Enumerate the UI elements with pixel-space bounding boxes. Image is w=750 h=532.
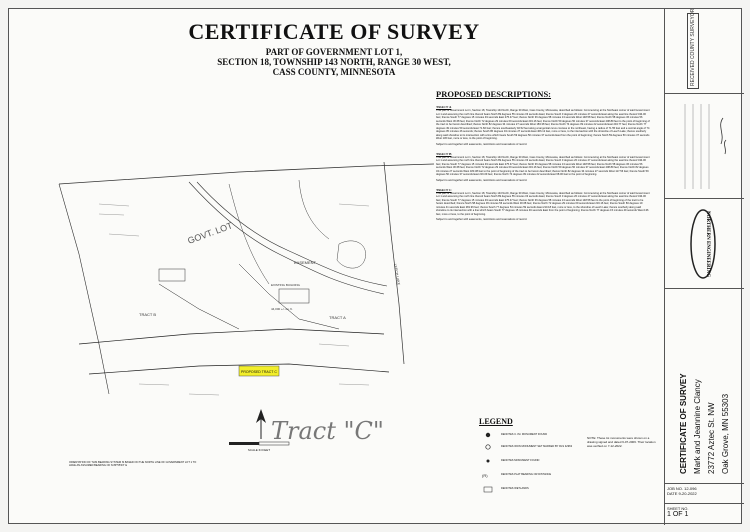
- tract-body: That part of Government Lot 1, Section 18, Township 143 North, Range 30 West, Cass County, Minnesota, described as follows: Commencing at the Northeast corner of said Government Lot 1 and assuming the north line thereof bears North 89 degrees 55 minutes 03 seconds East; thence South 0 degrees 20 minutes 47 seconds East along the east line thereof 434.00 feet; thence South 77 degrees 15 minutes 49 seconds East 275.47 feet; thence North 36 degrees 58 minutes 13 seconds West 148.58 feet; thence North 58 degrees 36 minutes 56 seconds West 30.68 feet; thence North 72 degrees 29 minutes 09 seconds East 219.16 feet; thence North 59 degrees 50 minutes 37 seconds East 408.89 feet to the point of beginning of the tract to be herein described; thence North 82 degrees 34 minutes 27 seconds West 183.38 feet; thence North 74 degrees 09 minutes 22 seconds East 204.77 feet; thence North 77 degrees 49 minutes 59 seconds East 71.82 feet; thence southeasterly 92.52 feet along a tangential curve concave to the northeast, having a radius of 71.55 feet and a central angle of 74 degrees 05 minutes 46 seconds; thence South 86 degrees 04 minutes 27 seconds East 406.12 feet, more or less, to the intersection with the shoreline of Leech Lake; thence southerly along said shoreline to its intersection with a line which bears South 59 degrees 50 minutes 37 seconds East from the point of beginning; thence North 59 degrees 50 minutes 37 seconds West 136 feet, more or less, to the point of beginning.: [436, 109, 650, 140]
- tract-label: TRACT A: [436, 105, 452, 109]
- date-label: DATE: [667, 491, 678, 496]
- tract-c-description: [436, 188, 651, 222]
- svg-text:NORTHERN ENGINEERING: NORTHERN ENGINEERING: [705, 211, 710, 278]
- tract-line: [79, 329, 384, 344]
- building: [279, 289, 309, 303]
- subtitle-section: SECTION 18, TOWNSHIP 143 NORTH, RANGE 30 WEST,: [217, 57, 451, 67]
- tract-a-description: [436, 105, 651, 146]
- county-stamp: RECEIVED COUNTY SURVEYOR: [687, 13, 699, 89]
- firm-logo: [665, 199, 744, 289]
- sheet-number: 1: [667, 511, 671, 518]
- easement-label: EASEMENT: [294, 260, 317, 265]
- subtitle-county: CASS COUNTY, MINNESOTA: [272, 67, 396, 77]
- legend: [479, 417, 659, 426]
- title-block: [664, 9, 744, 525]
- orientation-note: ORIENTATION OF THIS BEARING SYSTEM IS BASED ON THE NORTH LINE OF GOVERNMENT LOT 1 TO HAVE AN ASSUMED BEARING OF N 89°55'03" E: [69, 461, 197, 467]
- sheet-of: OF: [672, 511, 683, 518]
- date-value: 9-20-2022: [678, 491, 697, 496]
- road-line: [299, 180, 329, 239]
- legend-item: DENOTES PLAT BEARING OR DISTANCE: [501, 473, 552, 476]
- county-stamp-cell: [665, 9, 744, 94]
- scale-label: SCALE IN FEET: [247, 448, 271, 452]
- client-city: Oak Grove, MN 55303: [721, 393, 730, 474]
- tract-line: [239, 264, 339, 329]
- legend-symbols: [482, 431, 494, 511]
- handwritten-annotation: Tract "C": [271, 417, 384, 445]
- boundary-north: [59, 164, 434, 184]
- legend-item: DENOTES WETLANDS: [501, 487, 529, 490]
- signature-area: [665, 94, 744, 199]
- road-line: [189, 182, 384, 294]
- tract-subject: Subject to and together with easements, restrictions and reservations of record.: [436, 178, 528, 182]
- tract-label: TRACT B: [436, 151, 452, 156]
- area-label: 44,000 +/- sq. ft.: [271, 307, 293, 311]
- document-title: CERTIFICATE OF SURVEY: [188, 19, 480, 44]
- tract-subject: Subject to and together with easements, restrictions and reservations of record.: [436, 142, 528, 146]
- legend-item: DENOTES C.I.M. MONUMENT FOUND: [501, 433, 548, 436]
- lake-label: LEECH LAKE: [393, 263, 401, 286]
- pond: [337, 241, 366, 268]
- surveyor-cert-cell: [665, 94, 744, 199]
- proposed-descriptions: [436, 89, 651, 227]
- sheet-total: 1: [684, 511, 689, 518]
- tract-line: [159, 284, 239, 329]
- legend-item: DENOTES IRON MONUMENT SET MARKED BY RLS 42963: [501, 445, 573, 448]
- boundary-west: [59, 184, 109, 394]
- subtitle-lot: PART OF GOVERNMENT LOT 1,: [265, 47, 403, 57]
- job-no-label: JOB NO.: [667, 486, 684, 491]
- tract-body: That part of Government Lot 1, Section 18, Township 143 North, Range 30 West, Cass County, Minnesota, described as follows: Commencing at the Northeast corner of said Government Lot 1 and assuming the north line thereof bears North 89 degrees 55 minutes 03 seconds East; thence South 0 degrees 20 minutes 47 seconds East along the east line thereof 434.00 feet; thence South 77 degrees 15 minutes 49 seconds East 275.47 feet; thence North 36 degrees 58 minutes 13 seconds West 148.58 feet to the point of beginning of the tract to be herein described; thence North 58 degrees 36 minutes 56 seconds West 30.68 feet; thence North 72 degrees 29 minutes 09 seconds East 219.16 feet; thence South 83 degrees 19 minutes 41 seconds East 281.96 feet; thence South 77 degrees 54 minutes 59 seconds East 210.18 feet, more or less, to the shoreline of Leech Lake; thence southerly along said shoreline to its intersection with a line which bears South 77 degrees 15 minutes 49 seconds East from the point of beginning; thence North 77 degrees 15 minutes 49 seconds West 136 feet, more or less, to the point of beginning.: [436, 191, 650, 216]
- tract-body: That part of Government Lot 1, Section 18, Township 143 North, Range 30 West, Cass County, Minnesota, described as follows: Commencing at the Northeast corner of said Government Lot 1 and assuming the north line thereof bears North 89 degrees 55 minutes 03 seconds East; thence South 0 degrees 20 minutes 47 seconds East along the east line thereof 434.00 feet; thence South 77 degrees 15 minutes 49 seconds East 275.47 feet; thence North 36 degrees 58 minutes 13 seconds West 148.58 feet; thence North 58 degrees 36 minutes 56 seconds West 30.68 feet; thence North 72 degrees 29 minutes 09 seconds East 219.16 feet; thence North 59 degrees 50 minutes 37 seconds East 408.89 feet; thence North 82 degrees 34 minutes 27 seconds West 183.38 feet to the point of beginning of the tract to be herein described; thence North 82 degrees 34 minutes 27 seconds West 117.56 feet; thence South 59 degrees 50 minutes 37 seconds East 216.09 feet; thence North 74 degrees 09 minutes 22 seconds East 68.00 feet to the point of beginning.: [436, 155, 650, 176]
- road-line: [197, 182, 387, 286]
- client-address: 23772 Aztec St. NW: [707, 402, 716, 474]
- tract-subject: Subject to and together with easements, restrictions and reservations of record.: [436, 218, 528, 221]
- highlight-label: PROPOSED TRACT C: [241, 370, 277, 374]
- firm-cell: [665, 199, 744, 289]
- sheet-label: SHEET NO.: [667, 506, 689, 511]
- building: [159, 269, 185, 281]
- legend-item: DENOTES MONUMENT FOUND: [501, 459, 540, 462]
- building-label: EXISTING BUILDING: [271, 283, 301, 287]
- client-name: Mark and Jeannine Clancy: [693, 379, 702, 474]
- survey-map: [39, 144, 439, 414]
- sheet-title: CERTIFICATE OF SURVEY: [679, 373, 688, 474]
- legend-heading: LEGEND: [479, 417, 513, 426]
- tract-b-label: TRACT B: [139, 312, 157, 317]
- client-cell: [665, 289, 744, 484]
- tract-b-description: [436, 152, 651, 182]
- descriptions-heading: PROPOSED DESCRIPTIONS:: [436, 89, 552, 99]
- survey-sheet: [8, 8, 742, 524]
- boundary-east: [384, 162, 404, 364]
- job-cell: [665, 484, 744, 504]
- dimension-marks: [99, 204, 369, 395]
- lot-label: GOVT. LOT: [186, 220, 234, 246]
- job-no: 12-096: [684, 486, 697, 491]
- monument-note: NOTE: These lot monuments were shown on a drawing signed and dated 6-07-2006. Their location was verified on 7-12-2022.: [587, 436, 656, 448]
- sheet-cell: [665, 504, 744, 525]
- svg-text:(R): (R): [482, 473, 488, 478]
- north-arrow: [254, 409, 268, 439]
- road-line: [229, 184, 269, 284]
- tract-label: TRACT C: [436, 187, 452, 192]
- tract-a-label: TRACT A: [329, 315, 346, 320]
